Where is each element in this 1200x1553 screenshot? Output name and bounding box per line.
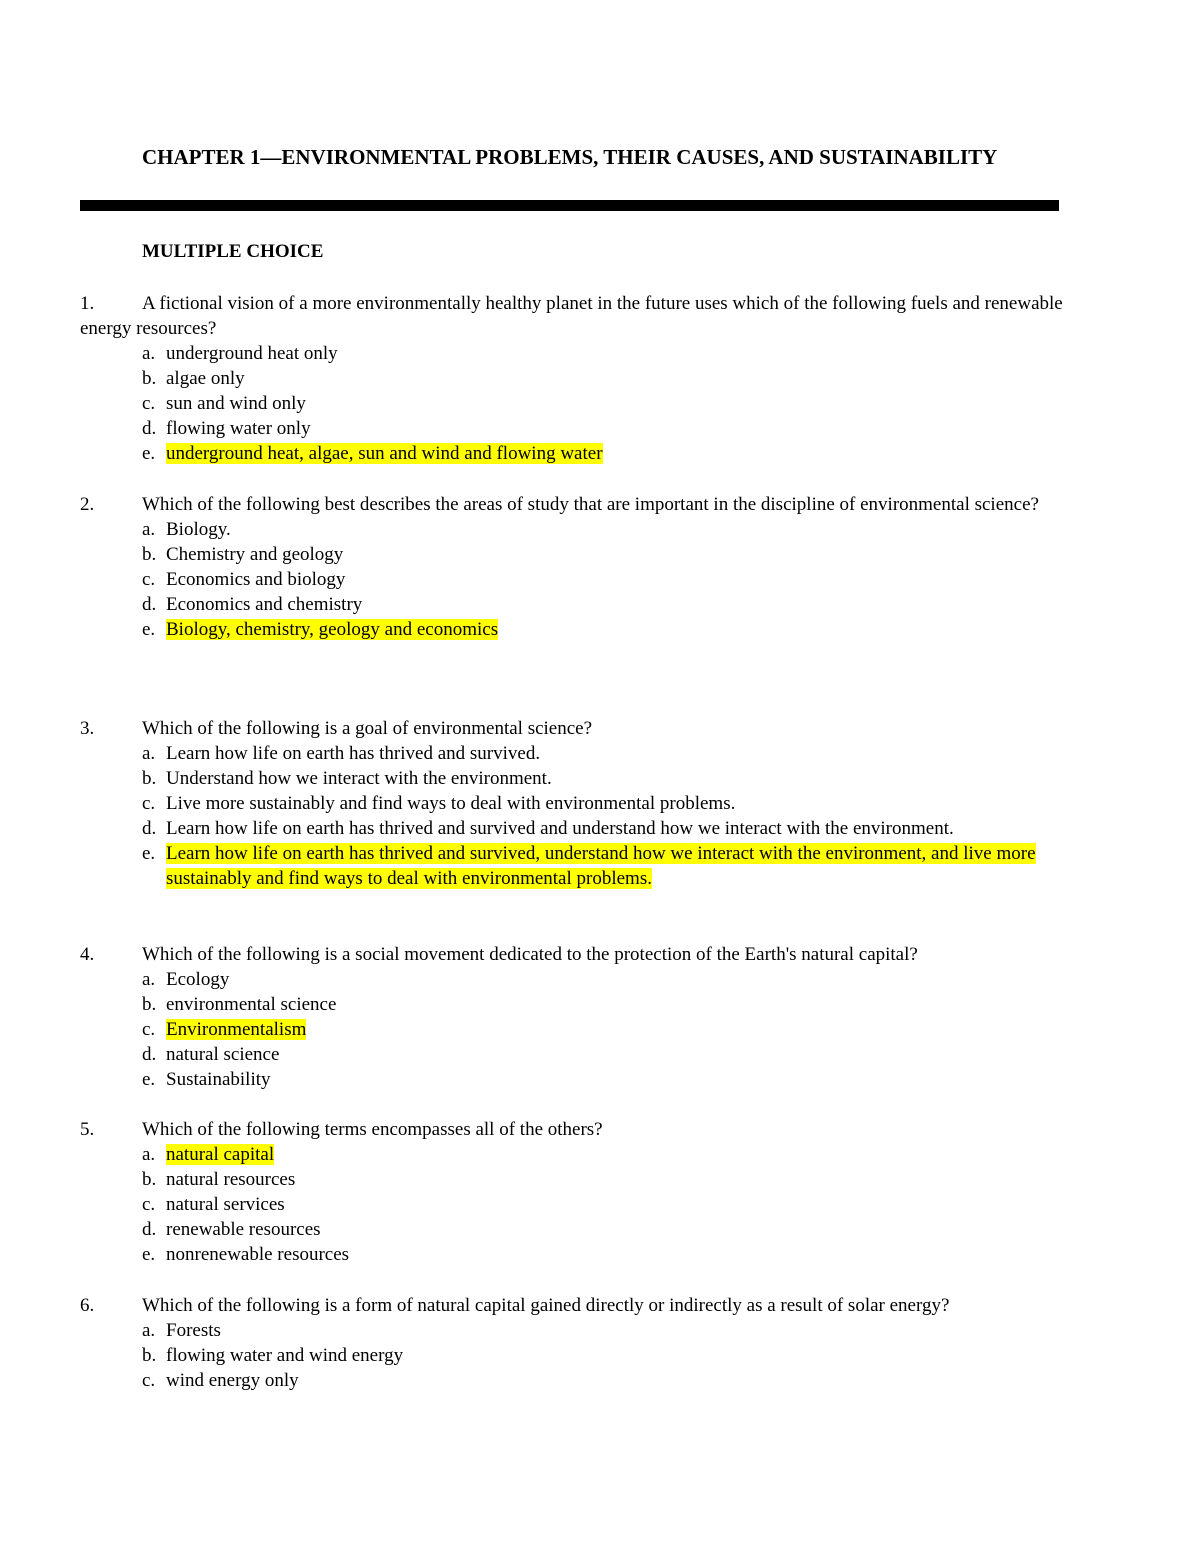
- option-b: [80, 1167, 1065, 1192]
- option-letter: d.: [142, 1044, 157, 1065]
- option-a: [80, 517, 1065, 542]
- option-a: [80, 1318, 1065, 1343]
- option-text: Understand how we interact with the environment.: [166, 768, 552, 789]
- section-heading: MULTIPLE CHOICE: [142, 241, 324, 262]
- option-a: [80, 741, 1065, 766]
- option-c: [80, 1017, 1065, 1042]
- option-d: [80, 1217, 1065, 1242]
- option-text: Learn how life on earth has thrived and survived.: [166, 743, 541, 764]
- highlighted-answer: natural capital: [166, 1144, 275, 1165]
- option-text: renewable resources: [166, 1219, 321, 1240]
- option-list: [80, 741, 1065, 891]
- option-letter: b.: [142, 1345, 157, 1366]
- option-letter: a.: [142, 743, 156, 764]
- question-stem: [80, 291, 1065, 341]
- question-5: [80, 1117, 1065, 1267]
- option-letter: a.: [142, 519, 156, 540]
- option-letter: b.: [142, 994, 157, 1015]
- chapter-title: CHAPTER 1—ENVIRONMENTAL PROBLEMS, THEIR CAUSES, AND SUSTAINABILITY: [142, 145, 998, 169]
- option-text: Forests: [166, 1320, 221, 1341]
- option-letter: c.: [142, 1019, 156, 1040]
- option-text: Sustainability: [166, 1069, 271, 1090]
- highlighted-answer: underground heat, algae, sun and wind and flowing water: [166, 443, 603, 464]
- option-letter: d.: [142, 594, 157, 615]
- option-d: [80, 592, 1065, 617]
- option-text: Learn how life on earth has thrived and survived and understand how we interact with the environment.: [166, 818, 954, 839]
- option-e: [80, 1067, 1065, 1092]
- question-4: [80, 942, 1065, 1092]
- question-number: 5.: [80, 1119, 95, 1140]
- question-number: 2.: [80, 494, 95, 515]
- question-2: [80, 492, 1065, 642]
- option-e: [80, 841, 1065, 891]
- option-text: Ecology: [166, 969, 230, 990]
- question-text: A fictional vision of a more environmentally healthy planet in the future uses which of the following fuels and renewable energy resources?: [80, 293, 1063, 339]
- option-letter: a.: [142, 1320, 156, 1341]
- question-text: Which of the following terms encompasses all of the others?: [142, 1119, 603, 1140]
- option-e: [80, 441, 1065, 466]
- option-text: natural resources: [166, 1169, 296, 1190]
- highlighted-answer: Environmentalism: [166, 1019, 307, 1040]
- option-letter: e.: [142, 1244, 156, 1265]
- option-text: sun and wind only: [166, 393, 306, 414]
- option-c: [80, 567, 1065, 592]
- option-letter: d.: [142, 818, 157, 839]
- question-text: Which of the following is a goal of environmental science?: [142, 718, 593, 739]
- question-1: [80, 291, 1065, 466]
- question-number: 3.: [80, 718, 95, 739]
- option-letter: a.: [142, 969, 156, 990]
- question-stem: [80, 492, 1065, 517]
- option-letter: c.: [142, 569, 156, 590]
- option-b: [80, 542, 1065, 567]
- option-letter: c.: [142, 1370, 156, 1391]
- option-b: [80, 992, 1065, 1017]
- option-text: Chemistry and geology: [166, 544, 344, 565]
- option-letter: c.: [142, 1194, 156, 1215]
- option-e: [80, 617, 1065, 642]
- option-d: [80, 1042, 1065, 1067]
- option-d: [80, 816, 1065, 841]
- option-list: [80, 1142, 1065, 1267]
- option-letter: b.: [142, 1169, 157, 1190]
- option-c: [80, 391, 1065, 416]
- question-stem: [80, 716, 1065, 741]
- option-text: natural science: [166, 1044, 280, 1065]
- option-text: Economics and chemistry: [166, 594, 363, 615]
- option-text: Biology.: [166, 519, 231, 540]
- option-a: [80, 967, 1065, 992]
- option-letter: b.: [142, 368, 157, 389]
- option-letter: b.: [142, 544, 157, 565]
- question-6: [80, 1293, 1065, 1393]
- title-divider: [80, 200, 1059, 211]
- highlighted-answer: Biology, chemistry, geology and economics: [166, 619, 499, 640]
- option-letter: e.: [142, 843, 156, 864]
- option-letter: d.: [142, 418, 157, 439]
- option-letter: a.: [142, 1144, 156, 1165]
- question-stem: [80, 942, 1065, 967]
- option-text: natural services: [166, 1194, 285, 1215]
- question-stem: [80, 1117, 1065, 1142]
- option-list: [80, 341, 1065, 466]
- option-b: [80, 366, 1065, 391]
- option-text: nonrenewable resources: [166, 1244, 350, 1265]
- option-c: [80, 791, 1065, 816]
- option-list: [80, 1318, 1065, 1393]
- option-e: [80, 1242, 1065, 1267]
- option-d: [80, 416, 1065, 441]
- option-letter: e.: [142, 443, 156, 464]
- option-text: wind energy only: [166, 1370, 299, 1391]
- question-number: 1.: [80, 293, 95, 314]
- question-stem: [80, 1293, 1065, 1318]
- option-c: [80, 1368, 1065, 1393]
- question-3: [80, 716, 1065, 891]
- option-text: flowing water and wind energy: [166, 1345, 404, 1366]
- option-b: [80, 1343, 1065, 1368]
- option-text: Live more sustainably and find ways to deal with environmental problems.: [166, 793, 736, 814]
- question-number: 4.: [80, 944, 95, 965]
- option-letter: e.: [142, 619, 156, 640]
- option-text: underground heat only: [166, 343, 338, 364]
- option-text: environmental science: [166, 994, 337, 1015]
- option-list: [80, 967, 1065, 1092]
- highlighted-answer: Learn how life on earth has thrived and survived, understand how we interact with the environment, and live more sustainably and find ways to deal with environmental problems.: [166, 843, 1036, 889]
- option-list: [80, 517, 1065, 642]
- question-text: Which of the following best describes the areas of study that are important in the discipline of environmental science?: [142, 494, 1039, 515]
- option-text: flowing water only: [166, 418, 311, 439]
- option-b: [80, 766, 1065, 791]
- option-letter: c.: [142, 793, 156, 814]
- question-text: Which of the following is a social movement dedicated to the protection of the Earth's natural capital?: [142, 944, 918, 965]
- question-number: 6.: [80, 1295, 95, 1316]
- option-letter: e.: [142, 1069, 156, 1090]
- option-c: [80, 1192, 1065, 1217]
- option-letter: d.: [142, 1219, 157, 1240]
- option-letter: b.: [142, 768, 157, 789]
- option-letter: c.: [142, 393, 156, 414]
- question-text: Which of the following is a form of natural capital gained directly or indirectly as a result of solar energy?: [142, 1295, 950, 1316]
- option-text: algae only: [166, 368, 245, 389]
- option-text: Economics and biology: [166, 569, 346, 590]
- option-a: [80, 1142, 1065, 1167]
- option-a: [80, 341, 1065, 366]
- option-letter: a.: [142, 343, 156, 364]
